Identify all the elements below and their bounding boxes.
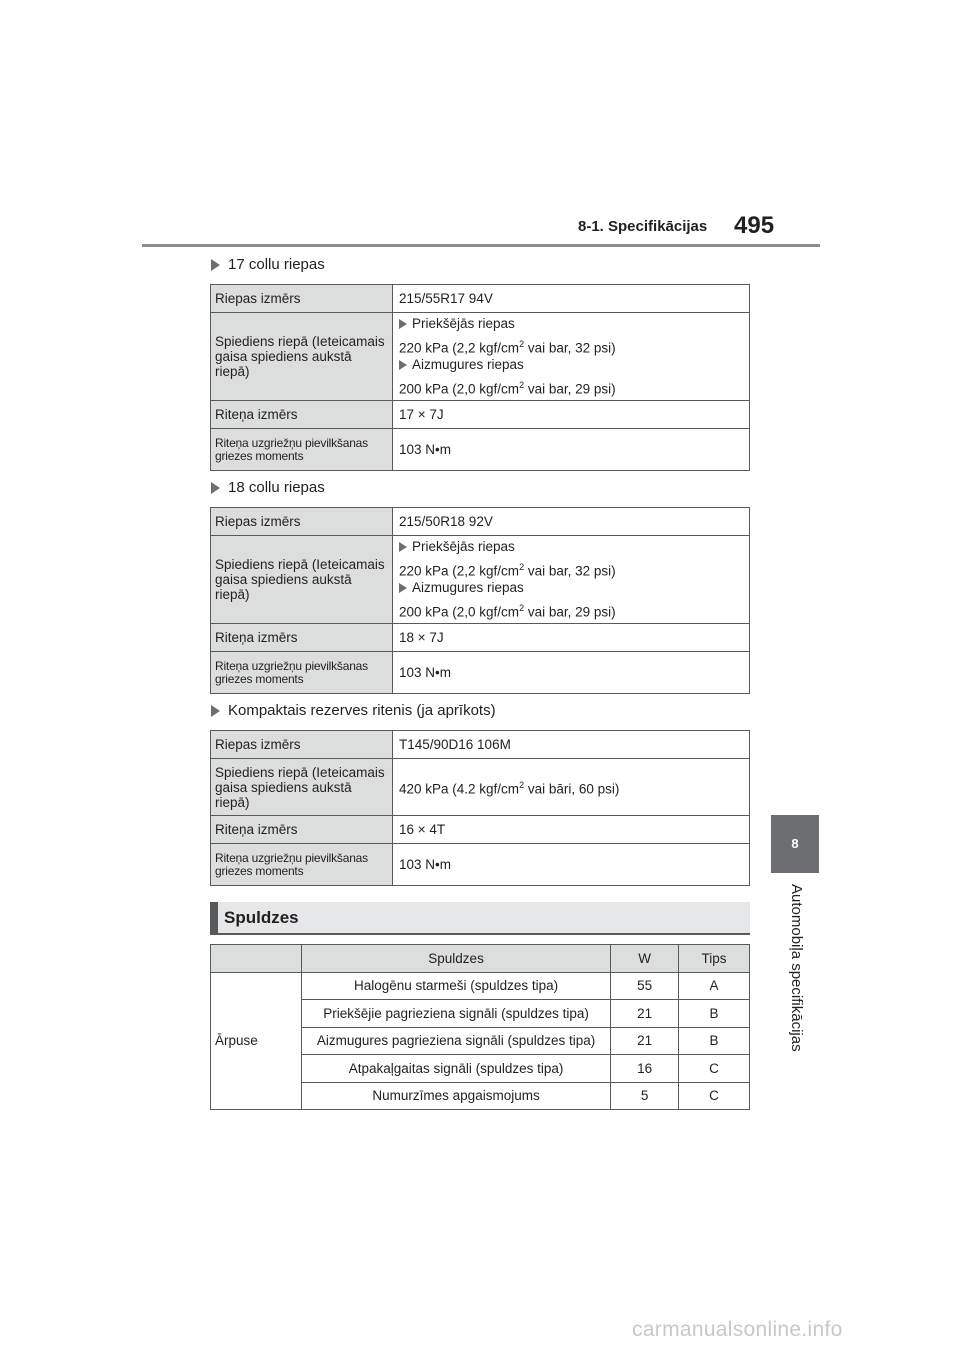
bulb-type: B: [679, 1000, 750, 1028]
section-title: 8-1. Specifikācijas: [578, 218, 708, 235]
rear-tires-label: Aizmugures riepas: [412, 356, 524, 372]
triangle-bullet-icon: [211, 705, 220, 717]
triangle-bullet-icon: [211, 259, 220, 271]
rear-pressure-sup: 2: [519, 379, 525, 390]
header-rule: [142, 244, 820, 247]
triangle-bullet-icon: [399, 319, 407, 329]
bulb-type: B: [679, 1027, 750, 1055]
pressure-label: Spiediens riepā (Ieteicamais gaisa spiediens aukstā riepā): [211, 536, 393, 624]
subheading-text: Kompaktais rezerves ritenis (ja aprīkots): [228, 702, 496, 719]
bulb-type: C: [679, 1055, 750, 1083]
section-heading-bar: [210, 902, 750, 935]
bulb-watt: 21: [611, 1027, 679, 1055]
tire-size-label: Riepas izmērs: [211, 285, 393, 313]
torque-value: 103 N•m: [393, 429, 750, 471]
torque-label-line1: Riteņa uzgriežņu pievilkšanas: [215, 850, 368, 865]
front-tires-label: Priekšējās riepas: [412, 316, 515, 331]
bulb-name: Numurzīmes apgaismojums: [301, 1082, 610, 1110]
torque-value: 103 N•m: [393, 844, 750, 886]
rear-pressure-b: vai bar, 29 psi): [524, 381, 616, 396]
tire-table-spare: [210, 730, 750, 886]
bulb-watt: 5: [611, 1082, 679, 1110]
pressure-values: [393, 536, 750, 624]
chapter-tab: [771, 815, 819, 873]
subheading-text: 17 collu riepas: [228, 256, 325, 273]
front-pressure-a: 220 kPa (2,2 kgf/cm: [399, 563, 520, 579]
rear-pressure-a: 200 kPa (2,0 kgf/cm: [399, 381, 520, 396]
torque-label: [211, 844, 393, 886]
pressure-b: vai bāri, 60 psi): [524, 781, 620, 797]
column-header-area: [211, 945, 302, 973]
torque-label-line2: griezes moments: [215, 448, 304, 463]
tire-size-value: T145/90D16 106M: [393, 731, 750, 759]
front-pressure-a: 220 kPa (2,2 kgf/cm: [399, 340, 520, 356]
tire-size-value: 215/50R18 92V: [393, 508, 750, 536]
pressure-values: [393, 313, 750, 401]
torque-label-line1: Riteņa uzgriežņu pievilkšanas: [215, 435, 368, 450]
tire-size-label: Riepas izmērs: [211, 508, 393, 536]
area-cell: Ārpuse: [211, 972, 302, 1110]
wheel-size-value: 18 × 7J: [393, 624, 750, 652]
wheel-size-label: Riteņa izmērs: [211, 401, 393, 429]
subheading-spare: [211, 702, 496, 719]
column-header-type: Tips: [679, 945, 750, 973]
chapter-number: 8: [791, 836, 799, 851]
column-header-bulbs: Spuldzes: [301, 945, 610, 973]
front-pressure-b: vai bar, 32 psi): [524, 340, 616, 356]
subheading-18: [211, 479, 325, 496]
tire-table-17: [210, 284, 750, 471]
torque-label: [211, 429, 393, 471]
pressure-sup: 2: [519, 779, 525, 790]
torque-value: 103 N•m: [393, 652, 750, 694]
front-pressure-b: vai bar, 32 psi): [524, 563, 616, 579]
bulb-type: A: [679, 972, 750, 1000]
rear-pressure-sup: 2: [519, 602, 525, 613]
bulb-name: Priekšējie pagrieziena signāli (spuldzes tipa): [301, 1000, 610, 1028]
front-pressure-sup: 2: [519, 562, 525, 572]
tire-size-value: 215/55R17 94V: [393, 285, 750, 313]
bulb-name: Atpakaļgaitas signāli (spuldzes tipa): [301, 1055, 610, 1083]
table-row: [211, 972, 750, 1000]
torque-label-line2: griezes moments: [215, 863, 304, 878]
pressure-label: Spiediens riepā (Ieteicamais gaisa spiediens aukstā riepā): [211, 759, 393, 816]
pressure-label: Spiediens riepā (Ieteicamais gaisa spiediens aukstā riepā): [211, 313, 393, 401]
page-number: 495: [734, 212, 775, 239]
bulb-watt: 16: [611, 1055, 679, 1083]
bulb-name: Halogēnu starmeši (spuldzes tipa): [301, 972, 610, 1000]
rear-pressure-b: vai bar, 29 psi): [524, 604, 616, 619]
bulb-watt: 55: [611, 972, 679, 1000]
front-pressure-sup: 2: [519, 339, 525, 349]
rear-pressure-a: 200 kPa (2,0 kgf/cm: [399, 604, 520, 619]
chapter-label: Automobiļa specifikācijas: [788, 884, 805, 1052]
front-tires-label: Priekšējās riepas: [412, 539, 515, 554]
bulb-name: Aizmugures pagrieziena signāli (spuldzes tipa): [301, 1027, 610, 1055]
torque-label-line2: griezes moments: [215, 671, 304, 686]
torque-label-line1: Riteņa uzgriežņu pievilkšanas: [215, 658, 368, 673]
bulbs-table: [210, 944, 750, 1110]
pressure-value: [393, 759, 750, 816]
watermark: carmanualsonline.info: [632, 1318, 843, 1341]
bulb-watt: 21: [611, 1000, 679, 1028]
wheel-size-label: Riteņa izmērs: [211, 816, 393, 844]
triangle-bullet-icon: [399, 542, 407, 552]
pressure-a: 420 kPa (4.2 kgf/cm: [399, 781, 520, 797]
wheel-size-value: 17 × 7J: [393, 401, 750, 429]
column-header-w: W: [611, 945, 679, 973]
subheading-17: [211, 256, 325, 273]
tire-table-18: [210, 507, 750, 694]
subheading-text: 18 collu riepas: [228, 479, 325, 496]
wheel-size-value: 16 × 4T: [393, 816, 750, 844]
tire-size-label: Riepas izmērs: [211, 731, 393, 759]
triangle-bullet-icon: [399, 583, 407, 593]
rear-tires-label: Aizmugures riepas: [412, 579, 524, 595]
torque-label: [211, 652, 393, 694]
wheel-size-label: Riteņa izmērs: [211, 624, 393, 652]
triangle-bullet-icon: [211, 482, 220, 494]
triangle-bullet-icon: [399, 360, 407, 370]
bulb-type: C: [679, 1082, 750, 1110]
section-heading: Spuldzes: [224, 908, 299, 927]
